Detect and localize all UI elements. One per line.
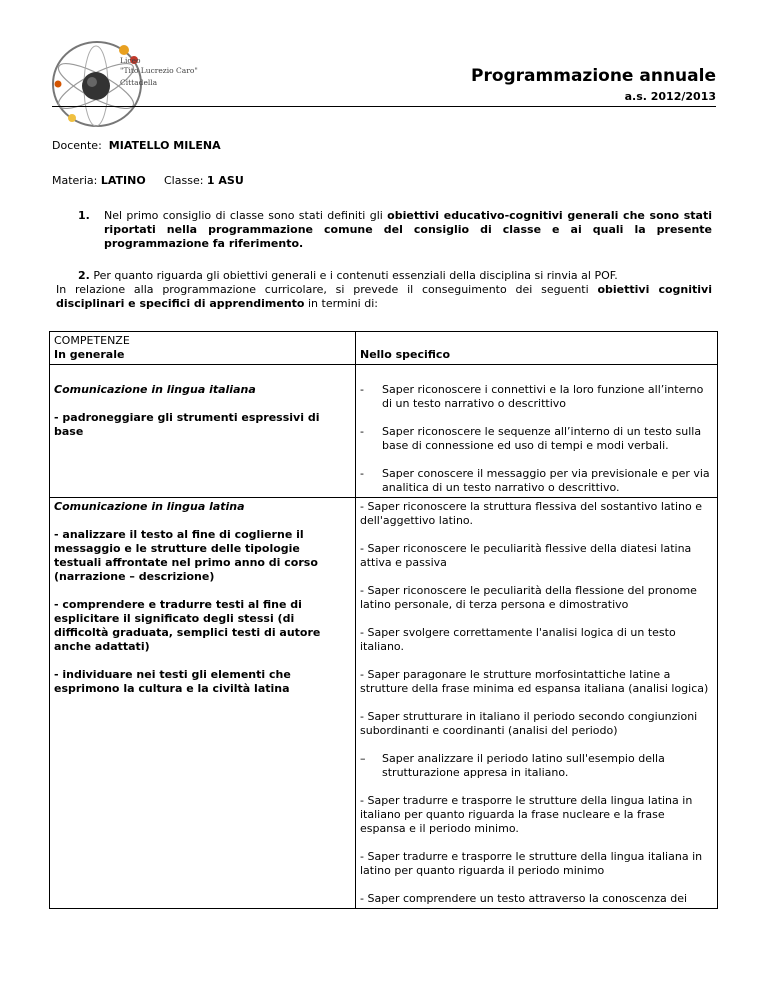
list-item — [360, 383, 713, 411]
docente-name: MIATELLO MILENA — [108, 139, 221, 152]
paragraph-2-line1: Per quanto riguarda gli obiettivi generali e i contenuti essenziali della disciplina si rinvia al POF. — [93, 269, 618, 282]
row2-right-item-5: - Saper paragonare le strutture morfosintattiche latine a strutture della frase minima ed espansa italiana (analisi logica) — [360, 668, 709, 695]
bullet-marker: – — [360, 752, 366, 765]
row2-right-item-4: - Saper svolgere correttamente l'analisi logica di un testo italiano. — [360, 626, 676, 653]
docente-label: Docente: — [52, 139, 102, 152]
table-header-row — [50, 332, 718, 365]
paragraph-1-text: Nel primo consiglio di classe sono stati definiti gli — [104, 209, 388, 222]
row1-right-item-2: Saper riconoscere le sequenze all’interno di un testo sulla base di connessione ed uso di tempi e modi verbali. — [382, 425, 702, 452]
row1-right-item-3: Saper conoscere il messaggio per via previsionale e per via analitica di un testo narrativo o descrittivo. — [382, 467, 710, 494]
logo-line-2: "Tito Lucrezio Caro" — [120, 66, 198, 75]
row2-right-item-3: - Saper riconoscere le peculiarità della flessione del pronome latino personale, di terza persona e dimostrativo — [360, 584, 697, 611]
list-item — [360, 752, 713, 780]
row2-right-item-7: - Saper tradurre e trasporre le strutture della lingua latina in italiano per quanto riguarda la frase nucleare e la frase espansa e il periodo minimo. — [360, 794, 693, 835]
paragraph-2-text: In relazione alla programmazione curricolare, si prevede il conseguimento dei seguenti — [56, 283, 598, 296]
classe-line — [164, 174, 244, 188]
paragraph-2-tail: in termini di: — [304, 297, 378, 310]
row2-right-item-6: - Saper strutturare in italiano il periodo secondo congiunzioni subordinanti e coordinanti (analisi del periodo) — [360, 710, 698, 737]
header-left-cell — [50, 332, 356, 365]
row2-right-item-2: - Saper riconoscere le peculiarità flessive della diatesi latina attiva e passiva — [360, 542, 692, 569]
document-title: Programmazione annuale — [470, 66, 716, 86]
logo-line-3: Cittadella — [120, 78, 158, 87]
table-caption: COMPETENZE — [54, 334, 130, 347]
header-right-cell — [356, 332, 718, 365]
list-item — [360, 425, 713, 453]
paragraph-1 — [52, 209, 712, 251]
row2-title: Comunicazione in lingua latina — [54, 500, 245, 513]
header-nello-specifico: Nello specifico — [360, 348, 450, 361]
header-in-generale: In generale — [54, 348, 125, 361]
classe-label: Classe: — [164, 174, 204, 187]
row2-right-item-8: - Saper tradurre e trasporre le strutture della lingua italiana in latino per quanto riguarda il periodo minimo — [360, 850, 703, 877]
row2-left-item-2: - comprendere e tradurre testi al fine di esplicitare il significato degli stessi (di difficoltà graduata, semplici testi di autore anche adattati) — [54, 598, 321, 653]
paragraph-2-number: 2. — [78, 269, 90, 282]
row2-right-cell — [356, 498, 718, 909]
dash-marker: - — [360, 425, 364, 438]
logo-line-1: Liceo — [120, 56, 141, 65]
paragraph-2-bold: obiettivi cognitivi disciplinari e specifici di apprendimento — [56, 283, 712, 310]
paragraph-1-bold: obiettivi educativo-cognitivi generali che sono stati riportati nella programmazione comune del consiglio di classe e ai quali la presente programmazione fa riferimento. — [104, 209, 712, 250]
row2-left-item-1: - analizzare il testo al fine di coglierne il messaggio e le strutture delle tipologie testuali affrontate nel primo anno di corso (narrazione – descrizione) — [54, 528, 318, 583]
row2-right-item-9: - Saper comprendere un testo attraverso la conoscenza dei — [360, 892, 688, 905]
row2-left-cell — [50, 498, 356, 909]
school-year: a.s. 2012/2013 — [624, 90, 716, 103]
materia-label: Materia: — [52, 174, 98, 187]
row2-bullet-item: Saper analizzare il periodo latino sull'esempio della strutturazione appresa in italiano. — [382, 752, 665, 779]
row1-left-cell — [50, 365, 356, 498]
paragraph-1-number: 1. — [78, 209, 90, 222]
row1-right-item-1: Saper riconoscere i connettivi e la loro funzione all’interno di un testo narrativo o descrittivo — [382, 383, 704, 410]
row2-right-item-1: - Saper riconoscere la struttura flessiva del sostantivo latino e dell'aggettivo latino. — [360, 500, 703, 527]
classe-value: 1 ASU — [206, 174, 244, 187]
row1-right-cell — [356, 365, 718, 498]
dash-marker: - — [360, 467, 364, 480]
list-item — [360, 467, 713, 495]
competenze-table — [49, 331, 718, 909]
table-row — [50, 365, 718, 498]
row2-left-item-3: - individuare nei testi gli elementi che esprimono la cultura e la civiltà latina — [54, 668, 291, 695]
row1-left-item: - padroneggiare gli strumenti espressivi di base — [54, 411, 320, 438]
dash-marker: - — [360, 383, 364, 396]
materia-line — [52, 174, 146, 188]
row1-title: Comunicazione in lingua italiana — [54, 383, 256, 396]
docente-line — [52, 139, 221, 153]
paragraph-2 — [52, 269, 712, 311]
header-divider — [52, 106, 716, 107]
table-row — [50, 498, 718, 909]
materia-value: LATINO — [100, 174, 146, 187]
